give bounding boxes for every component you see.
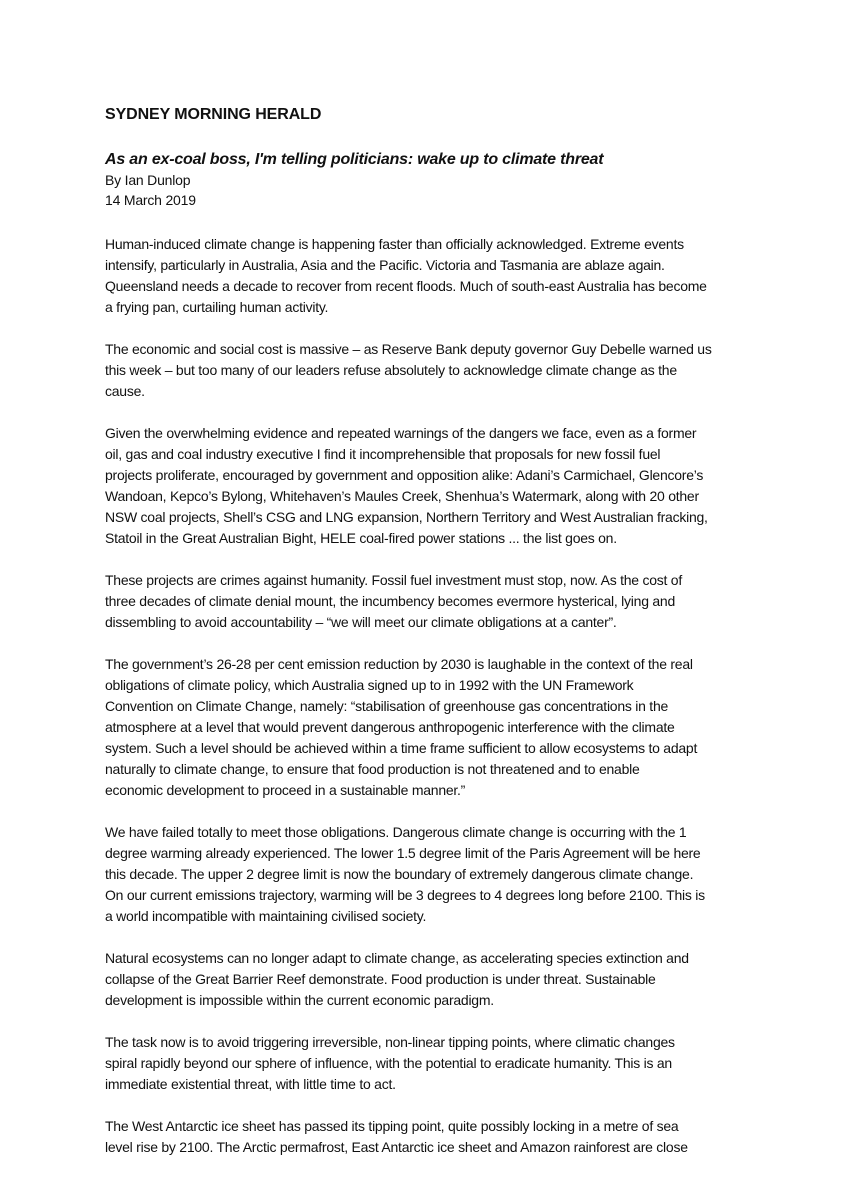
paragraph: We have failed totally to meet those obligations. Dangerous climate change is occurring with the 1 degree warming already experienced. The lower 1.5 degree limit of the Paris Agreement will be here this decade. The upper 2 degree limit is now the boundary of extremely dangerous climate change. On our current emissions trajectory, warming will be 3 degrees to 4 degrees long before 2100. This is a world incompatible with maintaining civilised society. — [105, 824, 705, 924]
paragraph: The West Antarctic ice sheet has passed its tipping point, quite possibly locking in a metre of sea level rise by 2100. The Arctic permafrost, East Antarctic ice sheet and Amazon rainforest are close — [105, 1118, 688, 1155]
masthead: SYDNEY MORNING HERALD — [105, 106, 322, 123]
article-headline: As an ex-coal boss, I'm telling politicians: wake up to climate threat — [105, 151, 604, 168]
paragraph: Human-induced climate change is happening faster than officially acknowledged. Extreme events intensify, particularly in Australia, Asia and the Pacific. Victoria and Tasmania are ablaze again. Queensland needs a decade to recover from recent floods. Much of south-east Australia has become a frying pan, curtailing human activity. — [105, 236, 707, 315]
paragraph: The economic and social cost is massive – as Reserve Bank deputy governor Guy Debelle warned us this week – but too many of our leaders refuse absolutely to acknowledge climate change as the cause. — [105, 341, 712, 399]
document-page — [105, 104, 805, 1179]
paragraph: Given the overwhelming evidence and repeated warnings of the dangers we face, even as a former oil, gas and coal industry executive I find it incomprehensible that proposals for new fossil fuel projects proliferate, encouraged by government and opposition alike: Adani’s Carmichael, Glencore’s Wandoan, Kepco’s Bylong, Whitehaven’s Maules Creek, Shenhua’s Watermark, along with 20 other NSW coal projects, Shell’s CSG and LNG expansion, Northern Territory and West Australian fracking, Statoil in the Great Australian Bight, HELE coal-fired power stations ... the list goes on. — [105, 425, 708, 546]
publication-date: 14 March 2019 — [105, 192, 196, 208]
paragraph: These projects are crimes against humanity. Fossil fuel investment must stop, now. As the cost of three decades of climate denial mount, the incumbency becomes evermore hysterical, lying and dissembling to avoid accountability – “we will meet our climate obligations at a canter”. — [105, 572, 682, 630]
byline: By Ian Dunlop — [105, 172, 191, 188]
paragraph: The government’s 26-28 per cent emission reduction by 2030 is laughable in the context of the real obligations of climate policy, which Australia signed up to in 1992 with the UN Framework Convention on Climate Change, namely: “stabilisation of greenhouse gas concentrations in the atmosphere at a level that would prevent dangerous anthropogenic interference with the climate system. Such a level should be achieved within a time frame sufficient to allow ecosystems to adapt naturally to climate change, to ensure that food production is not threatened and to enable economic development to proceed in a sustainable manner.” — [105, 656, 698, 798]
article-body — [105, 234, 805, 1158]
paragraph: Natural ecosystems can no longer adapt to climate change, as accelerating species extinction and collapse of the Great Barrier Reef demonstrate. Food production is under threat. Sustainable development is impossible within the current economic paradigm. — [105, 950, 689, 1008]
paragraph: The task now is to avoid triggering irreversible, non-linear tipping points, where climatic changes spiral rapidly beyond our sphere of influence, with the potential to eradicate humanity. This is an immediate existential threat, with little time to act. — [105, 1034, 675, 1092]
